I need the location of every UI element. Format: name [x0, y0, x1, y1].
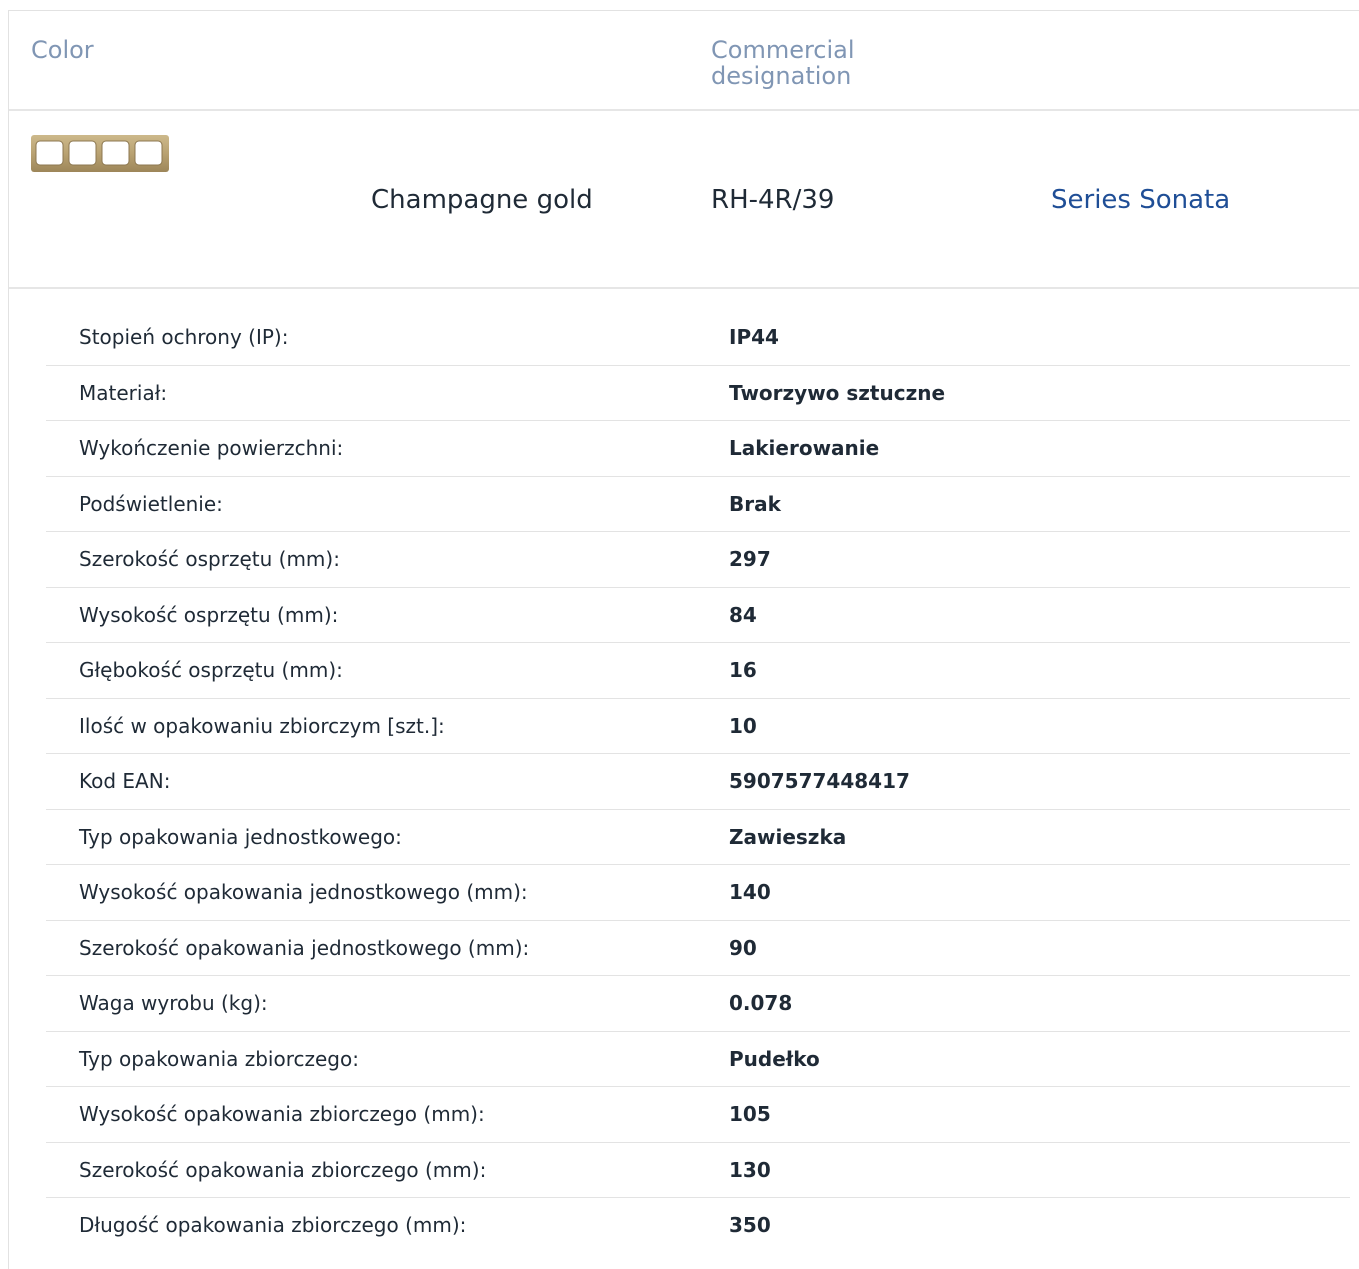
spec-label: Materiał: [79, 380, 168, 405]
spec-row [46, 477, 1350, 533]
spec-label: Wysokość opakowania zbiorczego (mm): [79, 1102, 485, 1126]
product-table [8, 10, 1359, 1269]
spec-label: Typ opakowania zbiorczego: [79, 1046, 359, 1071]
specifications-list [46, 310, 1350, 1254]
four-gang-frame-icon [31, 135, 169, 172]
spec-value: 0.078 [729, 991, 793, 1015]
product-row [9, 111, 1359, 289]
spec-row [46, 865, 1350, 921]
spec-label: Typ opakowania jednostkowego: [79, 824, 402, 849]
spec-label: Szerokość osprzętu (mm): [79, 547, 340, 571]
spec-row [46, 1198, 1350, 1254]
spec-row [46, 1143, 1350, 1199]
spec-row [46, 976, 1350, 1032]
spec-row [46, 366, 1350, 422]
spec-value: 105 [729, 1102, 771, 1126]
spec-row [46, 754, 1350, 810]
table-header [9, 11, 1359, 111]
spec-value: Zawieszka [729, 824, 847, 849]
series-link[interactable]: Series Sonata [1051, 185, 1231, 215]
spec-value: 10 [729, 713, 757, 738]
spec-row [46, 421, 1350, 477]
spec-label: Waga wyrobu (kg): [79, 991, 268, 1015]
spec-label: Szerokość opakowania jednostkowego (mm): [79, 935, 530, 960]
spec-value: 5907577448417 [729, 769, 910, 793]
spec-value: 84 [729, 602, 757, 627]
color-column-header: Color [31, 36, 94, 64]
spec-row [46, 532, 1350, 588]
product-color-name: Champagne gold [371, 185, 593, 215]
spec-label: Stopień ochrony (IP): [79, 325, 289, 349]
designation-column-header: Commercial designation [711, 36, 855, 90]
spec-label: Głębokość osprzętu (mm): [79, 658, 343, 682]
spec-label: Kod EAN: [79, 769, 171, 793]
spec-value: Lakierowanie [729, 436, 880, 460]
spec-value: 90 [729, 935, 757, 960]
spec-row [46, 921, 1350, 977]
spec-value: IP44 [729, 325, 779, 349]
spec-value: 297 [729, 547, 771, 571]
spec-row [46, 699, 1350, 755]
spec-label: Wykończenie powierzchni: [79, 436, 344, 460]
spec-label: Długość opakowania zbiorczego (mm): [79, 1213, 467, 1237]
spec-value: 350 [729, 1213, 771, 1237]
product-code: RH-4R/39 [711, 185, 835, 215]
spec-value: 130 [729, 1157, 771, 1182]
spec-value: Brak [729, 491, 781, 516]
spec-row [46, 588, 1350, 644]
spec-label: Ilość w opakowaniu zbiorczym [szt.]: [79, 713, 445, 738]
spec-label: Szerokość opakowania zbiorczego (mm): [79, 1157, 487, 1182]
spec-row [46, 1087, 1350, 1143]
spec-label: Podświetlenie: [79, 491, 223, 516]
spec-value: Tworzywo sztuczne [729, 380, 946, 405]
spec-row [46, 310, 1350, 366]
spec-label: Wysokość osprzętu (mm): [79, 602, 339, 627]
spec-value: 16 [729, 658, 757, 682]
spec-label: Wysokość opakowania jednostkowego (mm): [79, 880, 528, 904]
spec-value: 140 [729, 880, 771, 904]
spec-value: Pudełko [729, 1046, 820, 1071]
spec-row [46, 1032, 1350, 1088]
spec-row [46, 643, 1350, 699]
spec-row [46, 810, 1350, 866]
